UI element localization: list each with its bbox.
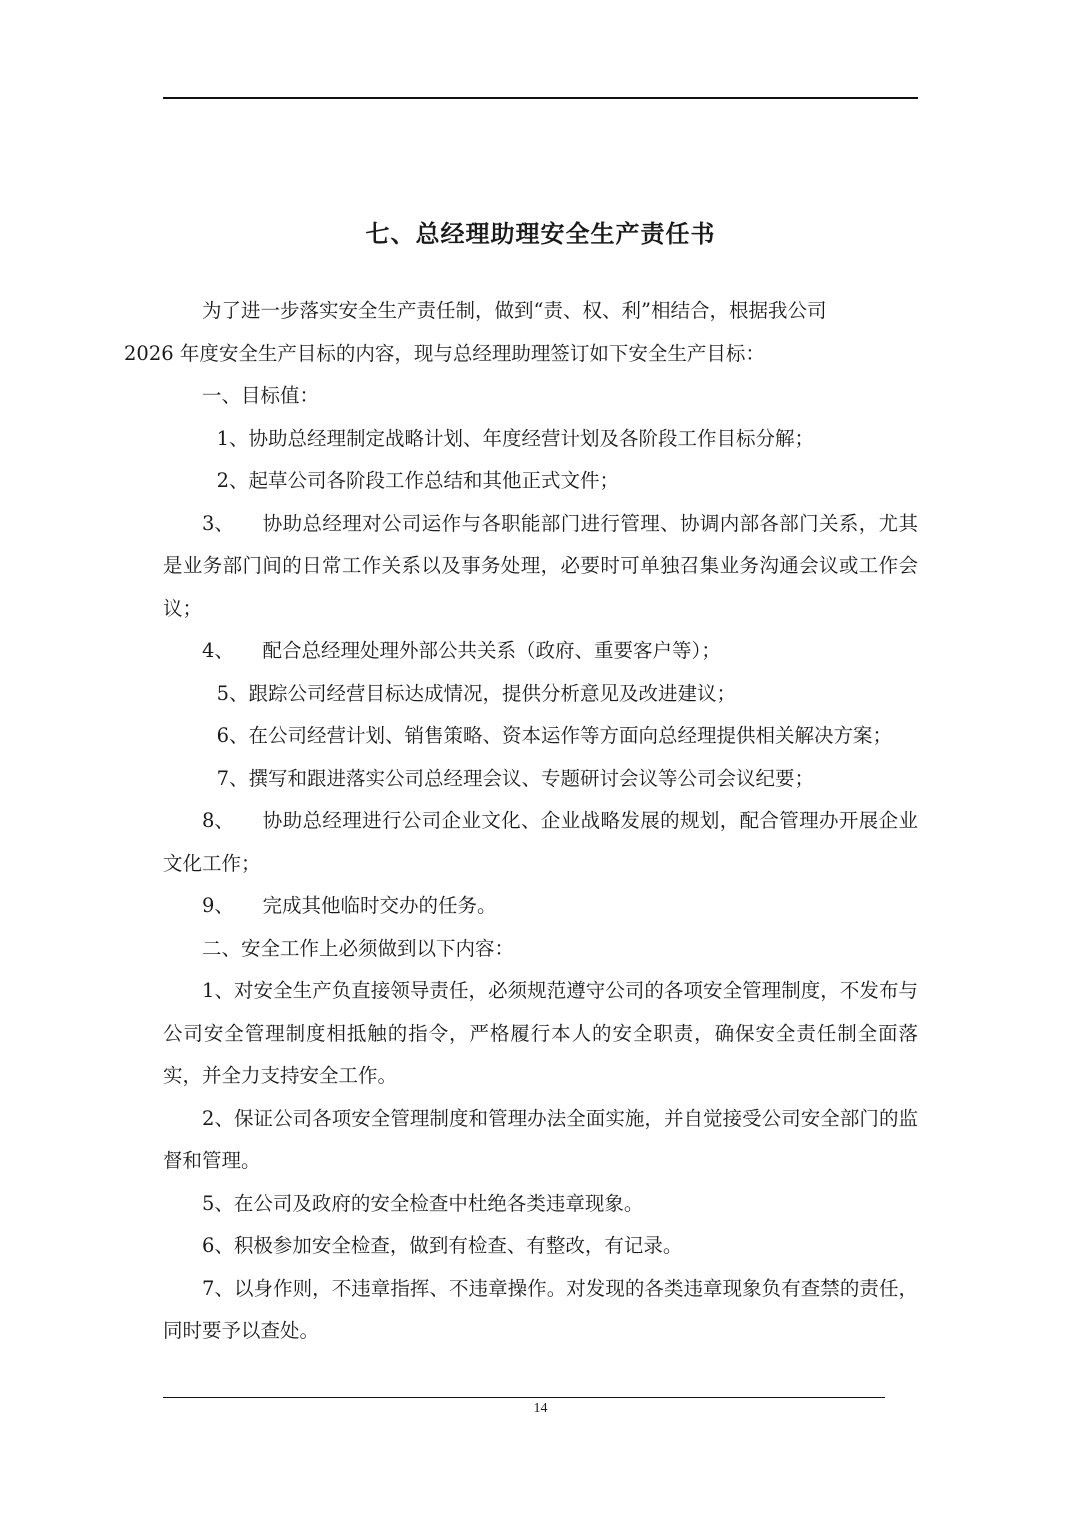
list-item: 2、起草公司各阶段工作总结和其他正式文件； [216, 469, 620, 492]
intro-paragraph [124, 290, 918, 375]
list-item-text: 协助总经理对公司运作与各职能部门进行管理、协调内部各部门关系，尤其是业务部门间的日常工作关系以及事务处理，必要时可单独召集业务沟通会议或工作会议； [163, 511, 918, 620]
intro-line-2: 2026 年度安全生产目标的内容，现与总经理助理签订如下安全生产目标： [124, 341, 765, 365]
list-item-text: 协助总经理进行公司企业文化、企业战略发展的规划，配合管理办开展企业文化工作； [163, 809, 918, 875]
list-item-number: 4、 [202, 639, 234, 662]
list-item-number: 3、 [202, 511, 234, 535]
list-item-text: 配合总经理处理外部公共关系（政府、重要客户等）； [262, 639, 721, 662]
list-item: 1、协助总经理制定战略计划、年度经营计划及各阶段工作目标分解； [216, 426, 815, 450]
list-item [163, 885, 918, 928]
list-item: 7、以身作则，不违章指挥、不违章操作。对发现的各类违章现象负有查禁的责任，同时要予以查处。 [163, 1276, 918, 1342]
list-item: 7、撰写和跟进落实公司总经理会议、专题研讨会议等公司会议纪要； [216, 766, 815, 790]
section-2-heading: 二、安全工作上必须做到以下内容： [202, 936, 515, 960]
header-rule [163, 97, 918, 99]
page-title: 七、总经理助理安全生产责任书 [365, 219, 716, 248]
document-body [124, 290, 918, 1353]
list-item: 6、在公司经营计划、销售策略、资本运作等方面向总经理提供相关解决方案； [216, 724, 893, 747]
list-item [163, 630, 918, 673]
list-item: 2、保证公司各项安全管理制度和管理办法全面实施，并自觉接受公司安全部门的监督和管理。 [163, 1106, 918, 1172]
footer-rule [163, 1397, 885, 1398]
intro-line-1: 为了进一步落实安全生产责任制，做到“责、权、利”相结合，根据我公司 [202, 299, 827, 322]
list-item [163, 800, 918, 885]
section-1-heading: 一、目标值： [202, 384, 320, 407]
list-item: 5、跟踪公司经营目标达成情况，提供分析意见及改进建议； [216, 681, 737, 705]
list-item: 5、在公司及政府的安全检查中杜绝各类违章现象。 [202, 1191, 644, 1215]
list-item-number: 8、 [202, 809, 234, 832]
list-item [163, 503, 918, 631]
list-item-number: 9、 [202, 894, 234, 917]
list-item-text: 完成其他临时交办的任务。 [262, 894, 497, 917]
list-item: 6、积极参加安全检查，做到有检查、有整改，有记录。 [202, 1234, 683, 1257]
list-item: 1、对安全生产负直接领导责任，必须规范遵守公司的各项安全管理制度，不发布与公司安全管理制度相抵触的指令，严格履行本人的安全职责，确保安全责任制全面落实，并全力支持安全工作。 [163, 979, 918, 1087]
page-number: 14 [533, 1401, 548, 1416]
